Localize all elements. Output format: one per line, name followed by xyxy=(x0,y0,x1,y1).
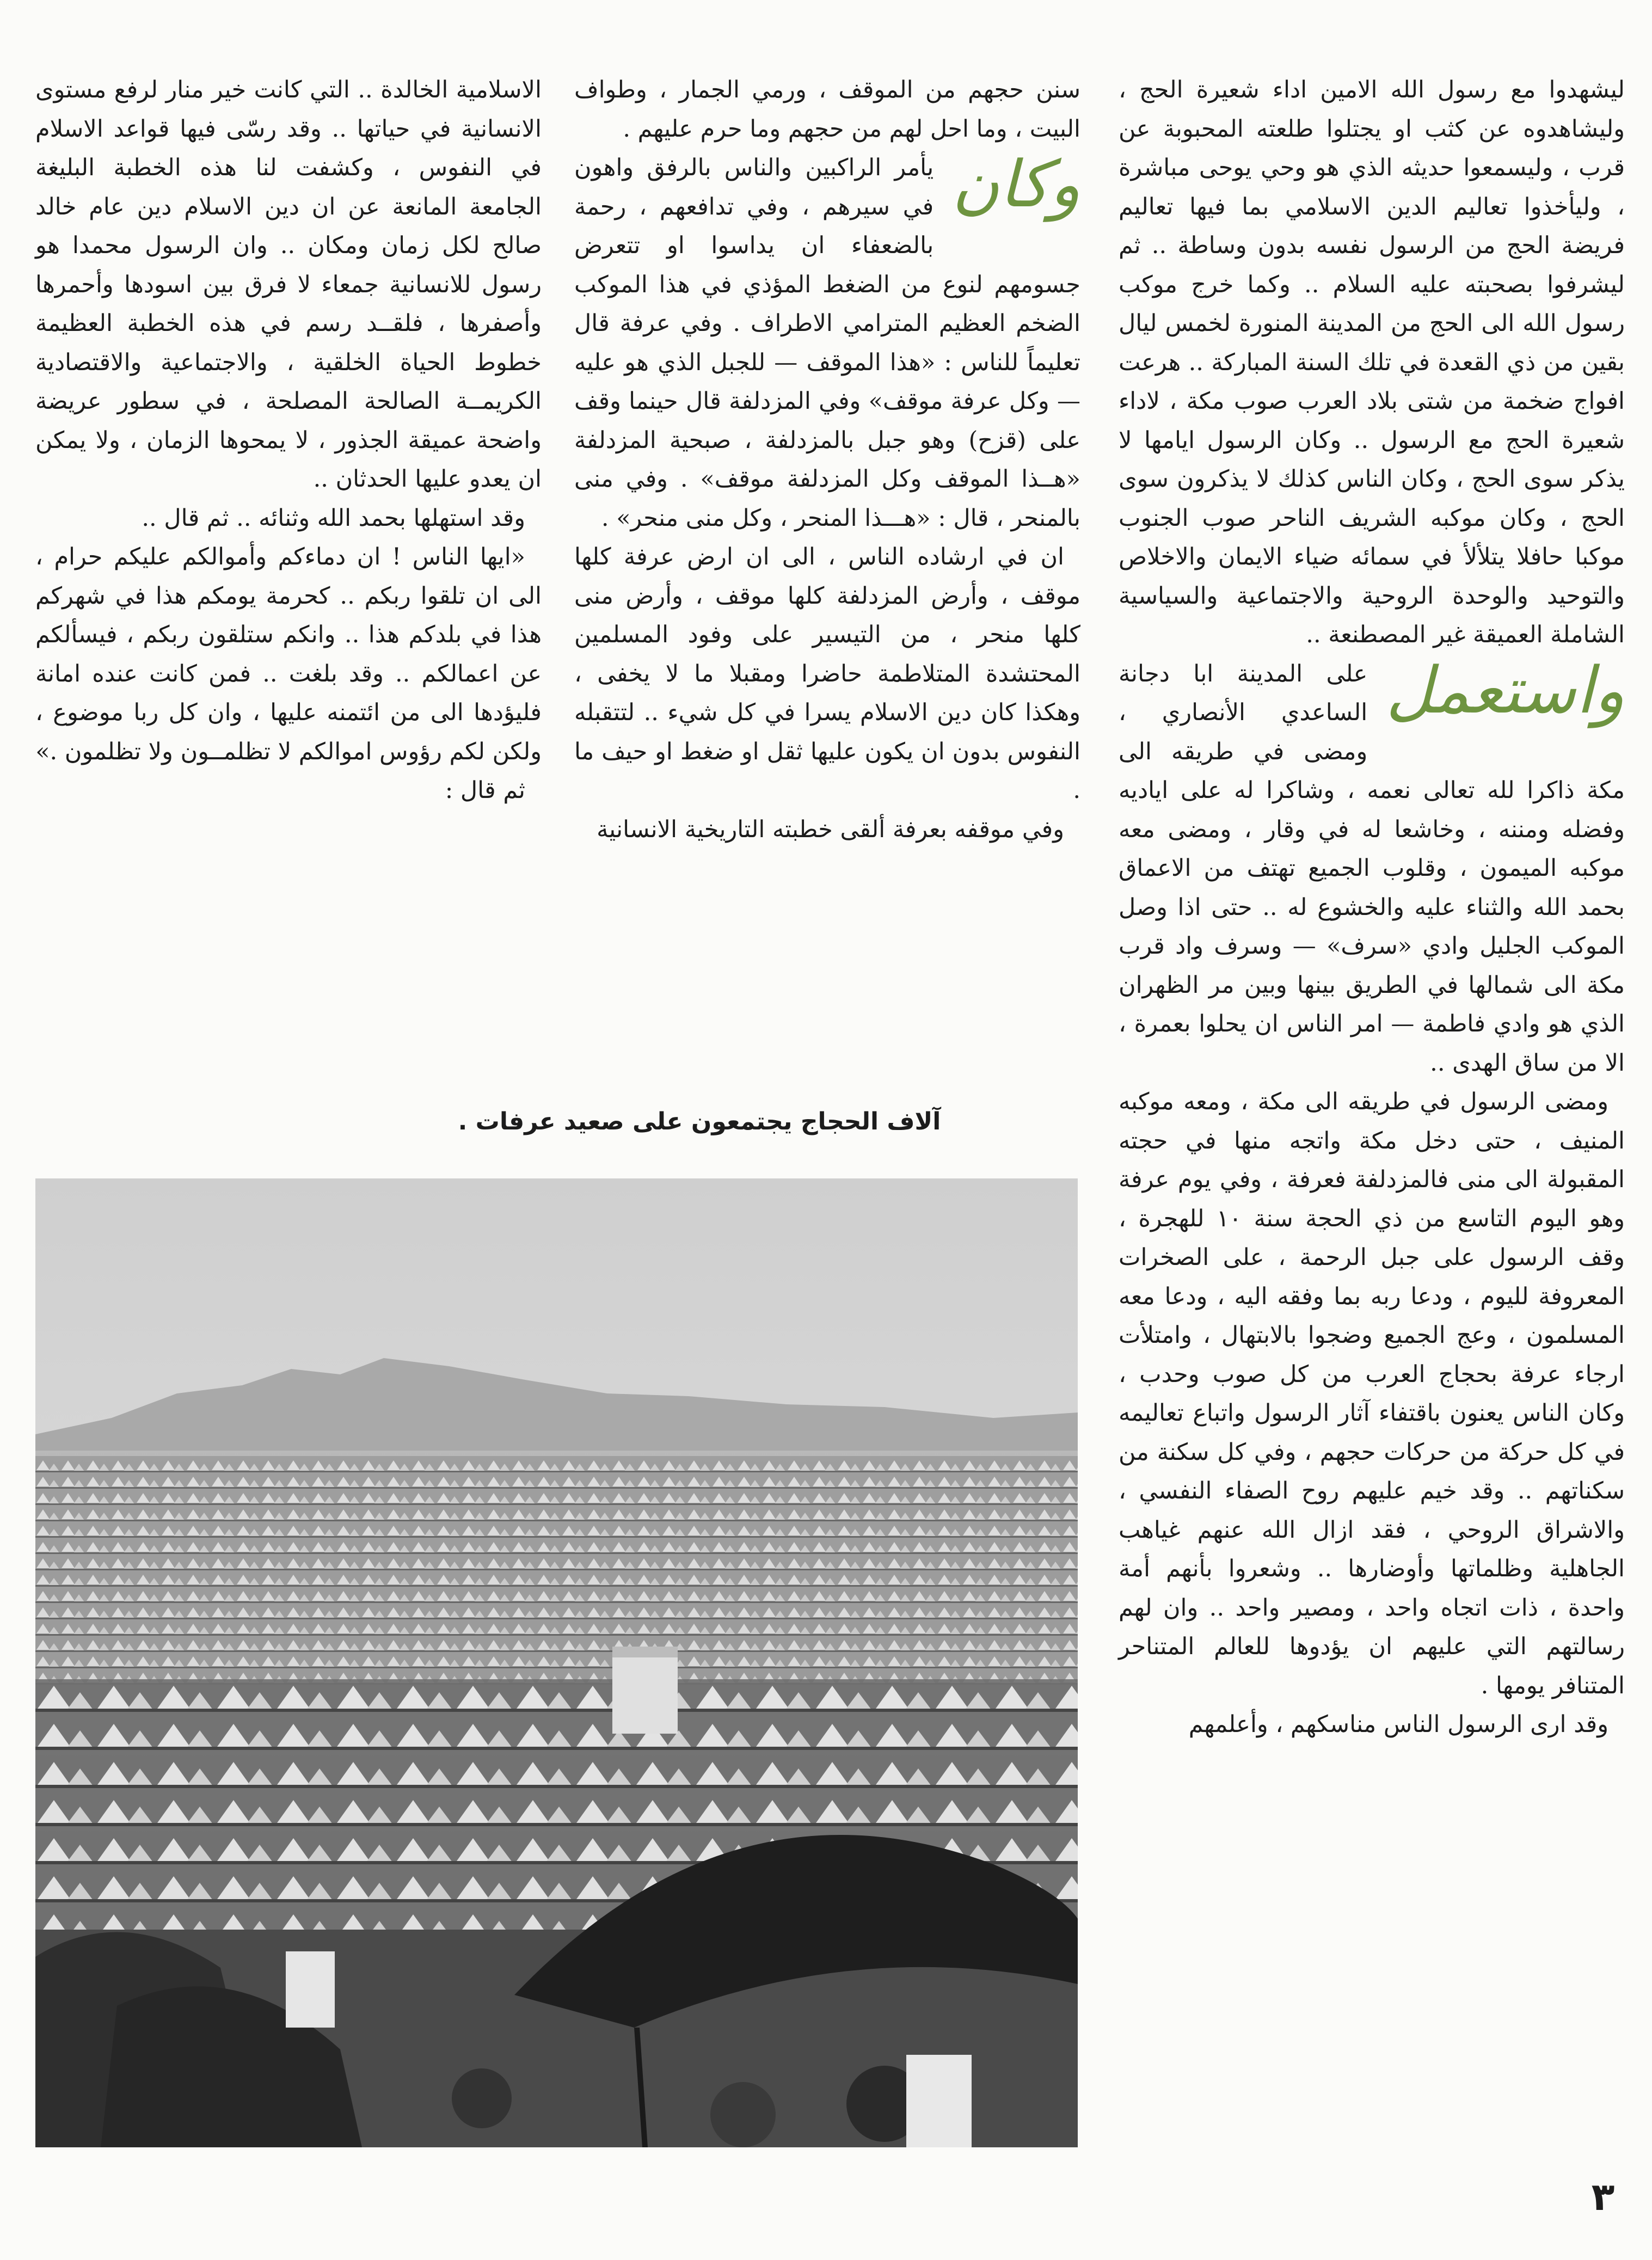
middle-paragraph-3: ان في ارشاده الناس ، الى ان ارض عرفة كلها موقف ، وأرض المزدلفة كلها موقف ، وأرض منى كلها منحر ، من التيسير على وفود المسلمين المحتشدة المتلاطمة حاضرا ومقبلا ما لا يخفى ، وهكذا كان دين الاسلام يسرا في كل شيء .. لتتقبله النفوس بدون ان يكون عليها ثقل او ضغط او حيف ما . xyxy=(574,543,1080,804)
left-paragraph-3: «ايها الناس ! ان دماءكم وأموالكم عليكم حرام ، الى ان تلقوا ربكم .. كحرمة يومكم هذا في شهركم هذا في بلدكم هذا .. وانكم ستلقون ربكم ، فيسألكم عن اعمالكم .. وقد بلغت .. فمن كانت عنده امانة فليؤدها الى من ائتمنه عليها ، وان كل ربا موضوع ، ولكن لكم رؤوس اموالكم لا تظلمــون ولا تظلمون .» xyxy=(35,543,542,765)
left-paragraph-4: ثم قال : xyxy=(445,777,525,804)
right-paragraph-2-text: على المدينة ابا دجانة الساعدي الأنصاري ، ومضى في طريقه الى مكة ذاكرا لله تعالى نعمه ، وشاكرا له على اياديه وفضله ومننه ، وخاشعا له في وقار ، ومضى معه موكبه الميمون ، وقلوب الجميع تهتف من الاعماق بحمد الله والثناء عليه والخشوع له .. حتى اذا وصل الموكب الجليل وادي «سرف» — وسرف واد قرب مكة الى شمالها في الطريق بينها وبين مر الظهران الذي هو وادي فاطمة — امر الناس ان يحلوا بعمرة ، الا من ساق الهدى .. xyxy=(1119,660,1625,1077)
page-number: ٣ xyxy=(1591,2175,1615,2219)
right-paragraph-2 xyxy=(1119,652,1625,1083)
middle-paragraph-2-text: يأمر الراكبين والناس بالرفق واهون في سيرهم ، وفي تدافعهم ، رحمة بالضعفاء ان يداسوا او تتعرض جسومهم لنوع من الضغط المؤذي في هذا الموكب الضخم العظيم المترامي الاطراف . وفي عرفة قال تعليماً للناس : «هذا الموقف — للجبل الذي هو عليه — وكل عرفة موقف» وفي المزدلفة قال حينما وقف على (قزح) وهو جبل بالمزدلفة ، صبحية المزدلفة «هــذا الموقف وكل المزدلفة موقف» . وفي منى بالمنحر ، قال : «هـــذا المنحر ، وكل منى منحر» . xyxy=(574,154,1080,532)
middle-paragraph-2 xyxy=(574,146,1080,538)
left-column xyxy=(35,71,542,810)
left-paragraph-2: وقد استهلها بحمد الله وثنائه .. ثم قال .. xyxy=(142,504,525,532)
drop-cap: واستعمل xyxy=(1386,652,1625,728)
arafat-crowd-photo xyxy=(35,1178,1078,2147)
photo-caption: آلاف الحجاج يجتمعون على صعيد عرفات . xyxy=(458,1108,941,1135)
middle-column xyxy=(574,71,1080,849)
right-paragraph-1: ليشهدوا مع رسول الله الامين اداء شعيرة الحج ، وليشاهدوه عن كثب او يجتلوا طلعته المحبوبة عن قرب ، وليسمعوا حديثه الذي هو وحي يوحى مباشرة ، وليأخذوا تعاليم الدين الاسلامي بما فيها تعاليم فريضة الحج من الرسول نفسه بدون وساطة .. ثم ليشرفوا بصحبته عليه السلام .. وكما خرج موكب رسول الله الى الحج من المدينة المنورة لخمس ليال بقين من ذي القعدة في تلك السنة المباركة .. هرعت افواج ضخمة من شتى بلاد العرب صوب مكة ، لاداء شعيرة الحج مع الرسول .. وكان الرسول ايامها لا يذكر سوى الحج ، وكان الناس كذلك لا يذكرون سوى الحج ، وكان موكبه الشريف الناحر صوب الجنوب موكبا حافلا يتلألأ في سمائه ضياء الايمان والاخلاص والتوحيد والوحدة الروحية والاجتماعية والسياسية الشاملة العميقة غير المصطنعة .. xyxy=(1119,76,1625,648)
middle-paragraph-1: سنن حجهم من الموقف ، ورمي الجمار ، وطواف البيت ، وما احل لهم من حجهم وما حرم عليهم . xyxy=(574,76,1080,143)
right-paragraph-3: ومضى الرسول في طريقه الى مكة ، ومعه موكبه المنيف ، حتى دخل مكة واتجه منها في حجته المقبولة الى منى فالمزدلفة فعرفة ، وفي يوم عرفة وهو اليوم التاسع من ذي الحجة سنة ١٠ للهجرة ، وقف الرسول على جبل الرحمة ، على الصخرات المعروفة لليوم ، ودعا ربه بما وفقه اليه ، ودعا معه المسلمون ، وعج الجميع وضجوا بالابتهال ، وامتلأت ارجاء عرفة بحجاج العرب من كل صوب وحدب ، وكان الناس يعنون باقتفاء آثار الرسول واتباع تعاليمه في كل حركة من حركات حجهم ، وفي كل سكنة من سكناتهم .. وقد خيم عليهم روح الصفاء النفسي ، والاشراق الروحي ، فقد ازال الله عنهم غياهب الجاهلية وظلماتها وأوضارها .. وشعروا بأنهم أمة واحدة ، ذات اتجاه واحد ، ومصير واحد .. وان لهم رسالتهم التي عليهم ان يؤدوها للعالم المتناحر المتنافر يومها . xyxy=(1119,1088,1625,1699)
right-paragraph-4: وقد ارى الرسول الناس مناسكهم ، وأعلمهم xyxy=(1188,1711,1608,1738)
middle-paragraph-4: وفي موقفه بعرفة ألقى خطبته التاريخية الانسانية xyxy=(597,815,1064,843)
drop-cap: وكان xyxy=(952,146,1080,222)
right-column xyxy=(1119,71,1625,1745)
left-paragraph-1: الاسلامية الخالدة .. التي كانت خير منار لرفع مستوى الانسانية في حياتها .. وقد رسّى فيها قواعد الاسلام في النفوس ، وكشفت لنا هذه الخطبة البليغة الجامعة المانعة عن ان دين الاسلام دين عام خالد صالح لكل زمان ومكان .. وان الرسول محمدا هو رسول للانسانية جمعاء لا فرق بين اسودها وأحمرها وأصفرها ، فلقــد رسم في هذه الخطبة العظيمة خطوط الحياة الخلقية ، والاجتماعية والاقتصادية الكريمــة الصالحة المصلحة ، في سطور عريضة واضحة عميقة الجذور ، لا يمحوها الزمان ، ولا يمكن ان يعدو عليها الحدثان .. xyxy=(35,76,542,493)
